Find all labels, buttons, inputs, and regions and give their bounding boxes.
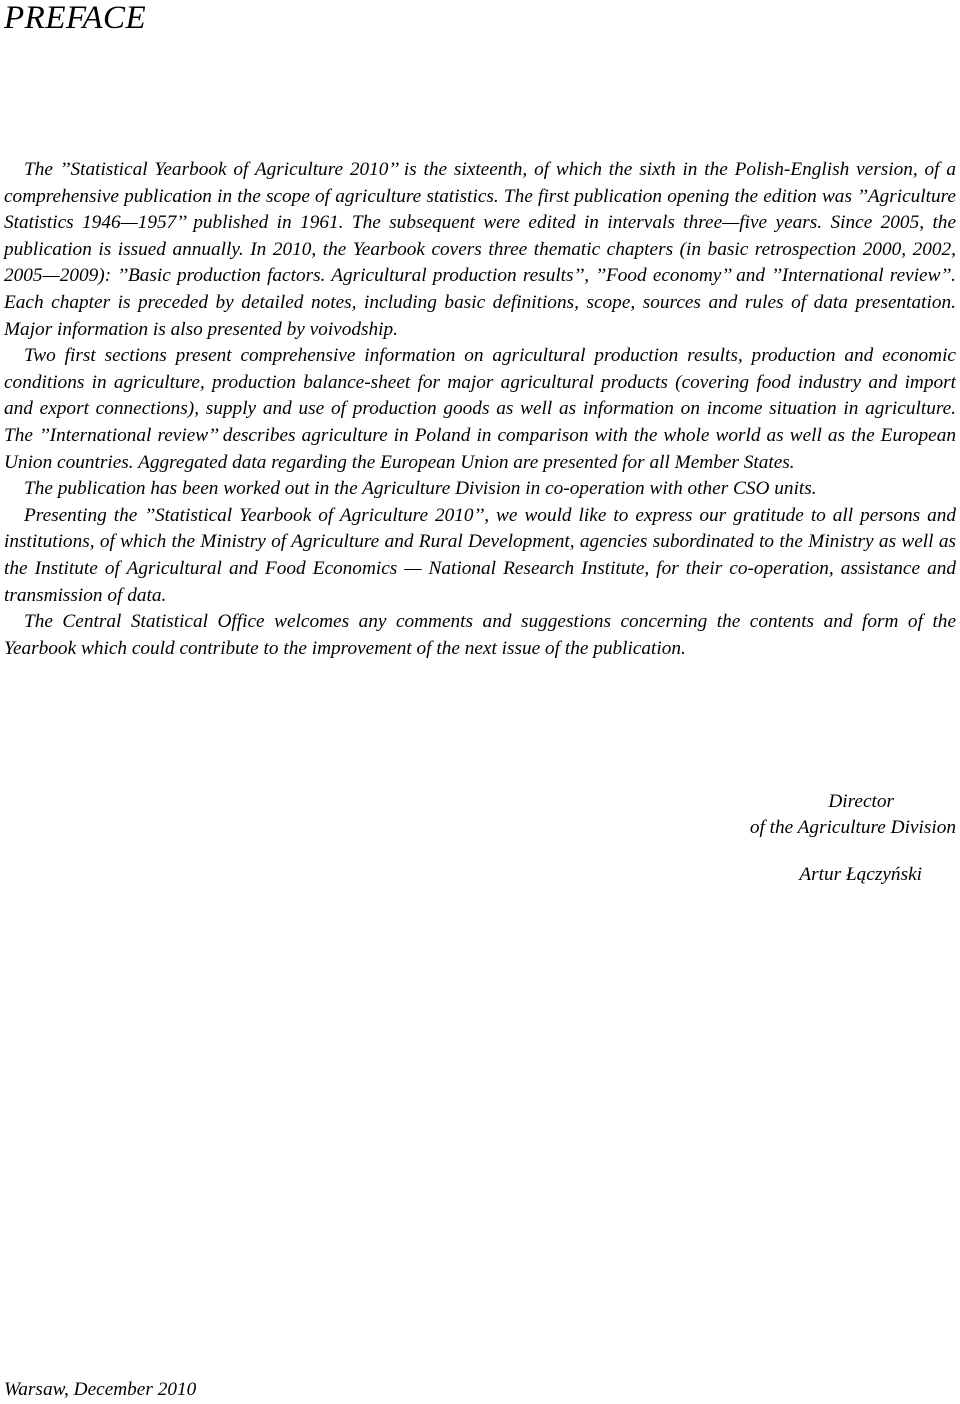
paragraph-acknowledgements: Presenting the ’’Statistical Yearbook of Agriculture 2010’’, we would like to express our gratitude to all persons and institutions, of which the Ministry of Agriculture and Rural Development, agencies subordinated to the Ministry as well as the Institute of Agricultural and Food Economics — National Research Institute, for their co-operation, assistance and transmission of data.: [4, 504, 956, 606]
signature-name: Artur Łączyński: [799, 864, 922, 885]
paragraph-feedback: The Central Statistical Office welcomes any comments and suggestions concerning the contents and form of the Yearbook which could contribute to the improvement of the next issue of the publication.: [4, 611, 956, 659]
signature-division: of the Agriculture Division: [749, 817, 956, 838]
signature-title: Director: [828, 791, 894, 812]
paragraph-authorship: The publication has been worked out in the Agriculture Division in co-operation with other CSO units.: [24, 478, 817, 500]
paragraph-introduction: The ’’Statistical Yearbook of Agriculture 2010’’ is the sixteenth, of which the sixth in the Polish-English version, of a comprehensive publication in the scope of agriculture statistics. The first publication opening the edition was ’’Agriculture Statistics 1946—1957’’ published in 1961. The subsequent were edited in intervals three—five years. Since 2005, the publication is issued annually. In 2010, the Yearbook covers three thematic chapters (in basic retrospection 2000, 2002, 2005—2009): ’’Basic production factors. Agricultural production results’’, ’’Food economy’’ and ’’International review’’. Each chapter is preceded by detailed notes, including basic definitions, scope, sources and rules of data presentation. Major information is also presented by voivodship.: [4, 159, 956, 340]
place-and-date: Warsaw, December 2010: [4, 1379, 197, 1400]
preface-body: [4, 157, 956, 662]
page-title: PREFACE: [4, 0, 147, 36]
paragraph-sections-overview: Two first sections present comprehensive information on agricultural production results, production and economic conditions in agriculture, production balance-sheet for major agricultural products (covering food industry and import and export connections), supply and use of production goods as well as information on income situation in agriculture. The ’’International review’’ describes agriculture in Poland in comparison with the whole world as well as the European Union countries. Aggregated data regarding the European Union are presented for all Member States.: [4, 345, 956, 473]
